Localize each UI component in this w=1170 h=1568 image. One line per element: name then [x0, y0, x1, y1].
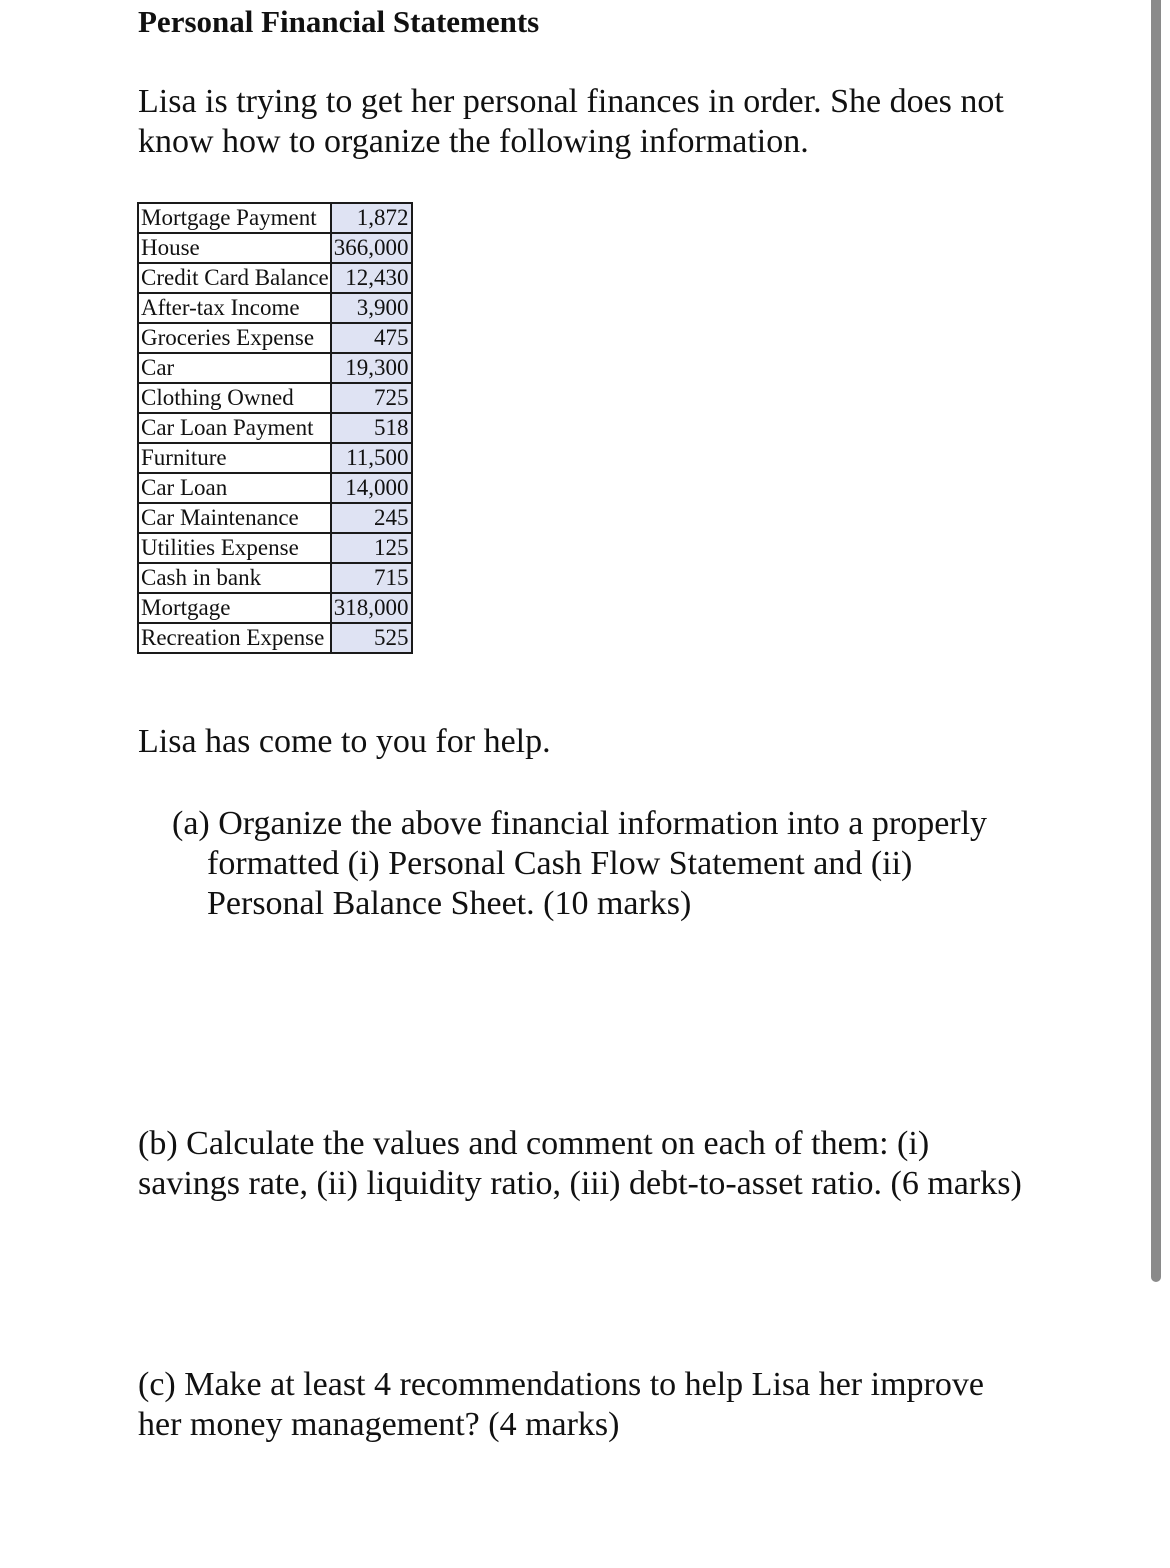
table-row: [138, 473, 412, 503]
question-b-line-2: savings rate, (ii) liquidity ratio, (iii) debt-to-asset ratio. (6 marks): [138, 1165, 1022, 1202]
question-b-line-1: (b) Calculate the values and comment on each of them: (i): [138, 1125, 930, 1162]
table-row: [138, 353, 412, 383]
question-a-line-1: (a) Organize the above financial information into a properly: [172, 805, 988, 842]
row-value: 19,300: [331, 353, 412, 383]
row-value: 12,430: [331, 263, 412, 293]
table-row: [138, 443, 412, 473]
question-c-line-1: (c) Make at least 4 recommendations to help Lisa her improve: [138, 1366, 984, 1403]
intro-paragraph: [138, 82, 1004, 162]
table-row: [138, 383, 412, 413]
help-paragraph: Lisa has come to you for help.: [138, 723, 551, 760]
row-label: Recreation Expense: [138, 623, 331, 653]
row-label: Mortgage: [138, 593, 331, 623]
row-label: Groceries Expense: [138, 323, 331, 353]
row-value: 245: [331, 503, 412, 533]
question-c-line-2: her money management? (4 marks): [138, 1406, 620, 1443]
row-value: 725: [331, 383, 412, 413]
intro-line-1: Lisa is trying to get her personal finances in order. She does not: [138, 83, 1004, 120]
row-label: Car Maintenance: [138, 503, 331, 533]
row-value: 125: [331, 533, 412, 563]
row-label: Car: [138, 353, 331, 383]
question-a: [172, 804, 987, 844]
row-label: Mortgage Payment: [138, 203, 331, 233]
row-label: After-tax Income: [138, 293, 331, 323]
question-b: [138, 1124, 1022, 1204]
intro-line-2: know how to organize the following information.: [138, 123, 809, 160]
financial-data-table: [137, 202, 413, 654]
table-row: [138, 233, 412, 263]
question-a-line-2: formatted (i) Personal Cash Flow Statement and (ii): [207, 845, 913, 882]
row-label: Utilities Expense: [138, 533, 331, 563]
row-value: 366,000: [331, 233, 412, 263]
table-row: [138, 203, 412, 233]
vertical-scrollbar[interactable]: [1151, 0, 1161, 1282]
row-label: Car Loan: [138, 473, 331, 503]
row-value: 1,872: [331, 203, 412, 233]
table-row: [138, 323, 412, 353]
row-value: 525: [331, 623, 412, 653]
question-a-line-3: Personal Balance Sheet. (10 marks): [207, 885, 692, 922]
table-row: [138, 293, 412, 323]
table-row: [138, 593, 412, 623]
row-label: House: [138, 233, 331, 263]
row-value: 475: [331, 323, 412, 353]
table-row: [138, 623, 412, 653]
row-value: 3,900: [331, 293, 412, 323]
table-row: [138, 503, 412, 533]
row-label: Cash in bank: [138, 563, 331, 593]
row-value: 14,000: [331, 473, 412, 503]
table-row: [138, 563, 412, 593]
table-row: [138, 263, 412, 293]
page-title: Personal Financial Statements: [138, 4, 540, 39]
row-value: 518: [331, 413, 412, 443]
row-label: Clothing Owned: [138, 383, 331, 413]
table-row: [138, 533, 412, 563]
row-label: Credit Card Balance: [138, 263, 331, 293]
row-value: 715: [331, 563, 412, 593]
row-value: 11,500: [331, 443, 412, 473]
row-value: 318,000: [331, 593, 412, 623]
question-c: [138, 1365, 984, 1445]
row-label: Furniture: [138, 443, 331, 473]
table-row: [138, 413, 412, 443]
row-label: Car Loan Payment: [138, 413, 331, 443]
